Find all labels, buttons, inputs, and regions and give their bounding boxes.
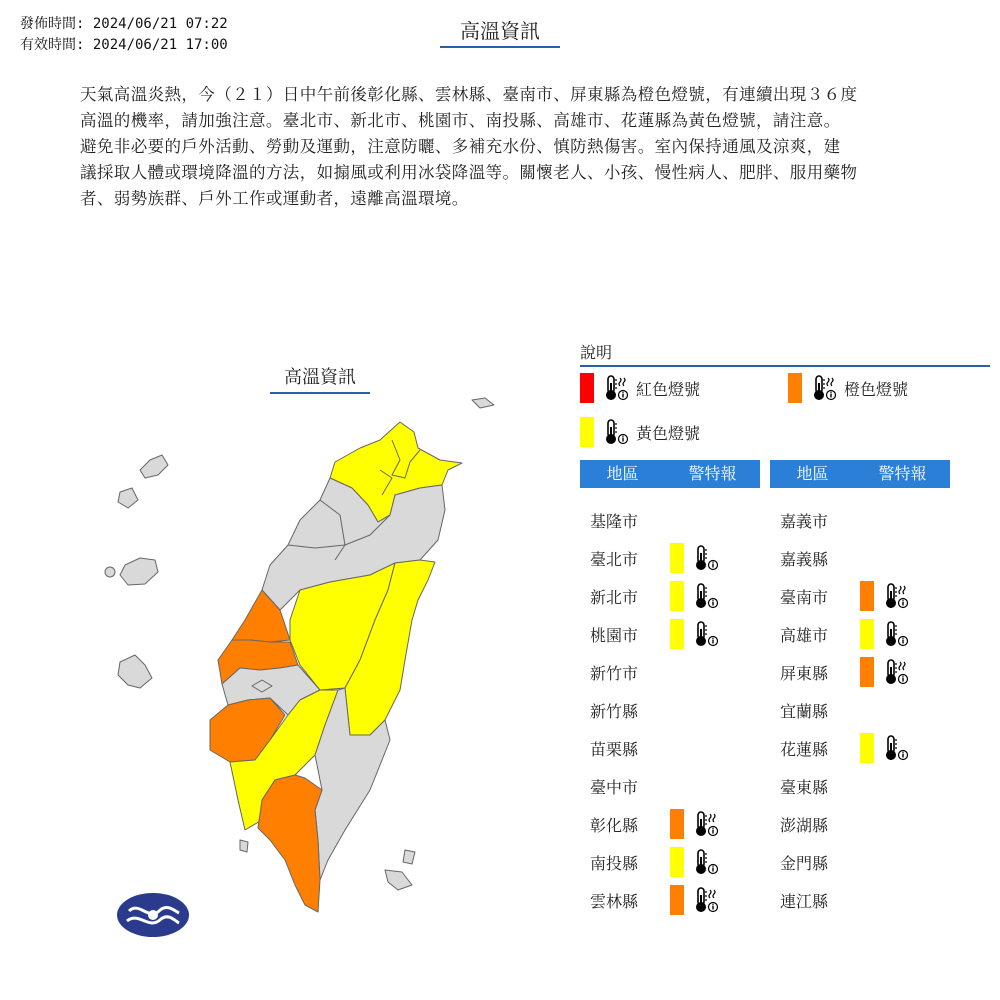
region-name: 臺中市 (590, 777, 639, 797)
taiwan-map (0, 380, 560, 980)
region-name: 臺東縣 (780, 777, 829, 797)
thermometer-icon (690, 543, 720, 573)
legend-label: 黃色燈號 (636, 423, 701, 443)
thermometer-waves-icon (880, 657, 910, 687)
table-row (580, 767, 760, 805)
island-penghu-2 (118, 488, 138, 508)
warning-cell (670, 543, 720, 573)
description-line: 者、弱勢族群、戶外工作或運動者，遠離高溫環境。 (80, 189, 469, 208)
region-name: 新竹縣 (590, 701, 639, 721)
table-row (580, 881, 760, 919)
island-penghu-3 (120, 558, 158, 585)
thermometer-waves-icon (690, 809, 720, 839)
thermometer-icon (690, 619, 720, 649)
region-name: 臺南市 (780, 587, 829, 607)
island-liuqiu (240, 840, 248, 852)
level-bar-orange (860, 581, 874, 611)
table-row (770, 729, 950, 767)
level-bar-yellow (670, 847, 684, 877)
table-row (770, 805, 950, 843)
description (80, 82, 920, 212)
warning-cell (860, 733, 910, 763)
region-name: 桃園市 (590, 625, 639, 645)
thermometer-waves-icon (600, 373, 630, 403)
thermometer-icon (690, 581, 720, 611)
legend-swatch-red (580, 373, 594, 403)
warning-cell (670, 581, 720, 611)
legend-swatch-yellow (580, 417, 594, 447)
region-name: 宜蘭縣 (780, 701, 829, 721)
table-row (770, 577, 950, 615)
region-name: 苗栗縣 (590, 739, 639, 759)
warning-cell (670, 619, 720, 649)
header-warning: 警特報 (688, 464, 737, 483)
page-title: 高溫資訊 (440, 16, 560, 48)
island-penghu-4 (118, 655, 152, 688)
region-name: 彰化縣 (590, 815, 639, 835)
level-bar-yellow (860, 733, 874, 763)
warning-cell (670, 885, 720, 915)
level-bar-orange (670, 809, 684, 839)
map-title: 高溫資訊 (270, 364, 370, 394)
region-name: 花蓮縣 (780, 739, 829, 759)
cwa-logo (117, 893, 189, 937)
region-name: 高雄市 (780, 625, 829, 645)
table-row (580, 577, 760, 615)
thermometer-icon (880, 619, 910, 649)
table-row (580, 805, 760, 843)
legend-label: 橙色燈號 (844, 379, 909, 399)
region-name: 臺北市 (590, 549, 639, 569)
warning-cell (860, 657, 910, 687)
region-list-right (770, 501, 950, 919)
legend-item-yellow (580, 417, 700, 447)
thermometer-icon (600, 417, 630, 447)
region-name: 金門縣 (780, 853, 829, 873)
thermometer-icon (880, 733, 910, 763)
level-bar-orange (670, 885, 684, 915)
region-name: 基隆市 (590, 511, 639, 531)
header-warning: 警特報 (878, 464, 927, 483)
region-name: 雲林縣 (590, 891, 639, 911)
island-green (403, 850, 415, 864)
legend-heading: 說明 (580, 342, 990, 367)
table-row (770, 615, 950, 653)
region-pingtung (258, 775, 322, 912)
table-row (770, 843, 950, 881)
island-small (105, 567, 115, 577)
table-row (580, 653, 760, 691)
level-bar-yellow (670, 543, 684, 573)
level-bar-orange (860, 657, 874, 687)
table-header-right (770, 460, 950, 488)
table-row (580, 843, 760, 881)
table-row (770, 881, 950, 919)
warning-cell (670, 809, 720, 839)
table-row (770, 501, 950, 539)
table-row (770, 539, 950, 577)
region-name: 新北市 (590, 587, 639, 607)
valid-time: 有效時間: 2024/06/21 17:00 (20, 37, 228, 53)
table-header-left (580, 460, 760, 488)
thermometer-icon (690, 847, 720, 877)
description-line: 避免非必要的戶外活動、勞動及運動，注意防曬、多補充水份、慎防熱傷害。室內保持通風及涼爽，建 (80, 137, 841, 156)
region-name: 南投縣 (590, 853, 639, 873)
warning-cell (860, 581, 910, 611)
legend-item-red (580, 373, 700, 403)
description-line: 天氣高溫炎熱，今（２１）日中午前後彰化縣、雲林縣、臺南市、屏東縣為橙色燈號，有連續出現３６度 (80, 85, 858, 104)
issue-meta (20, 14, 228, 56)
header-region: 地區 (796, 464, 829, 483)
table-row (770, 653, 950, 691)
region-name: 新竹市 (590, 663, 639, 683)
header-region: 地區 (606, 464, 639, 483)
level-bar-yellow (860, 619, 874, 649)
island-orchid (385, 870, 412, 890)
table-row (770, 691, 950, 729)
warning-cell (860, 619, 910, 649)
legend-swatch-orange (788, 373, 802, 403)
island-guishan (472, 398, 494, 408)
thermometer-waves-icon (808, 373, 838, 403)
legend-item-orange (788, 373, 908, 403)
region-name: 屏東縣 (780, 663, 829, 683)
thermometer-waves-icon (690, 885, 720, 915)
table-row (580, 539, 760, 577)
region-name: 嘉義市 (780, 511, 829, 531)
table-row (770, 767, 950, 805)
level-bar-yellow (670, 619, 684, 649)
region-list-left (580, 501, 760, 919)
warning-cell (670, 847, 720, 877)
island-penghu (140, 455, 168, 478)
description-line: 議採取人體或環境降溫的方法，如搧風或利用冰袋降溫等。關懷老人、小孩、慢性病人、肥胖、服用藥物 (80, 163, 858, 182)
table-row (580, 691, 760, 729)
thermometer-waves-icon (880, 581, 910, 611)
region-name: 嘉義縣 (780, 549, 829, 569)
table-row (580, 501, 760, 539)
level-bar-yellow (670, 581, 684, 611)
table-row (580, 729, 760, 767)
region-name: 連江縣 (780, 891, 829, 911)
publish-time: 發佈時間: 2024/06/21 07:22 (20, 16, 228, 32)
region-name: 澎湖縣 (780, 815, 829, 835)
table-row (580, 615, 760, 653)
legend-label: 紅色燈號 (636, 379, 701, 399)
description-line: 高溫的機率，請加強注意。臺北市、新北市、桃園市、南投縣、高雄市、花蓮縣為黃色燈號，請注意。 (80, 111, 841, 130)
